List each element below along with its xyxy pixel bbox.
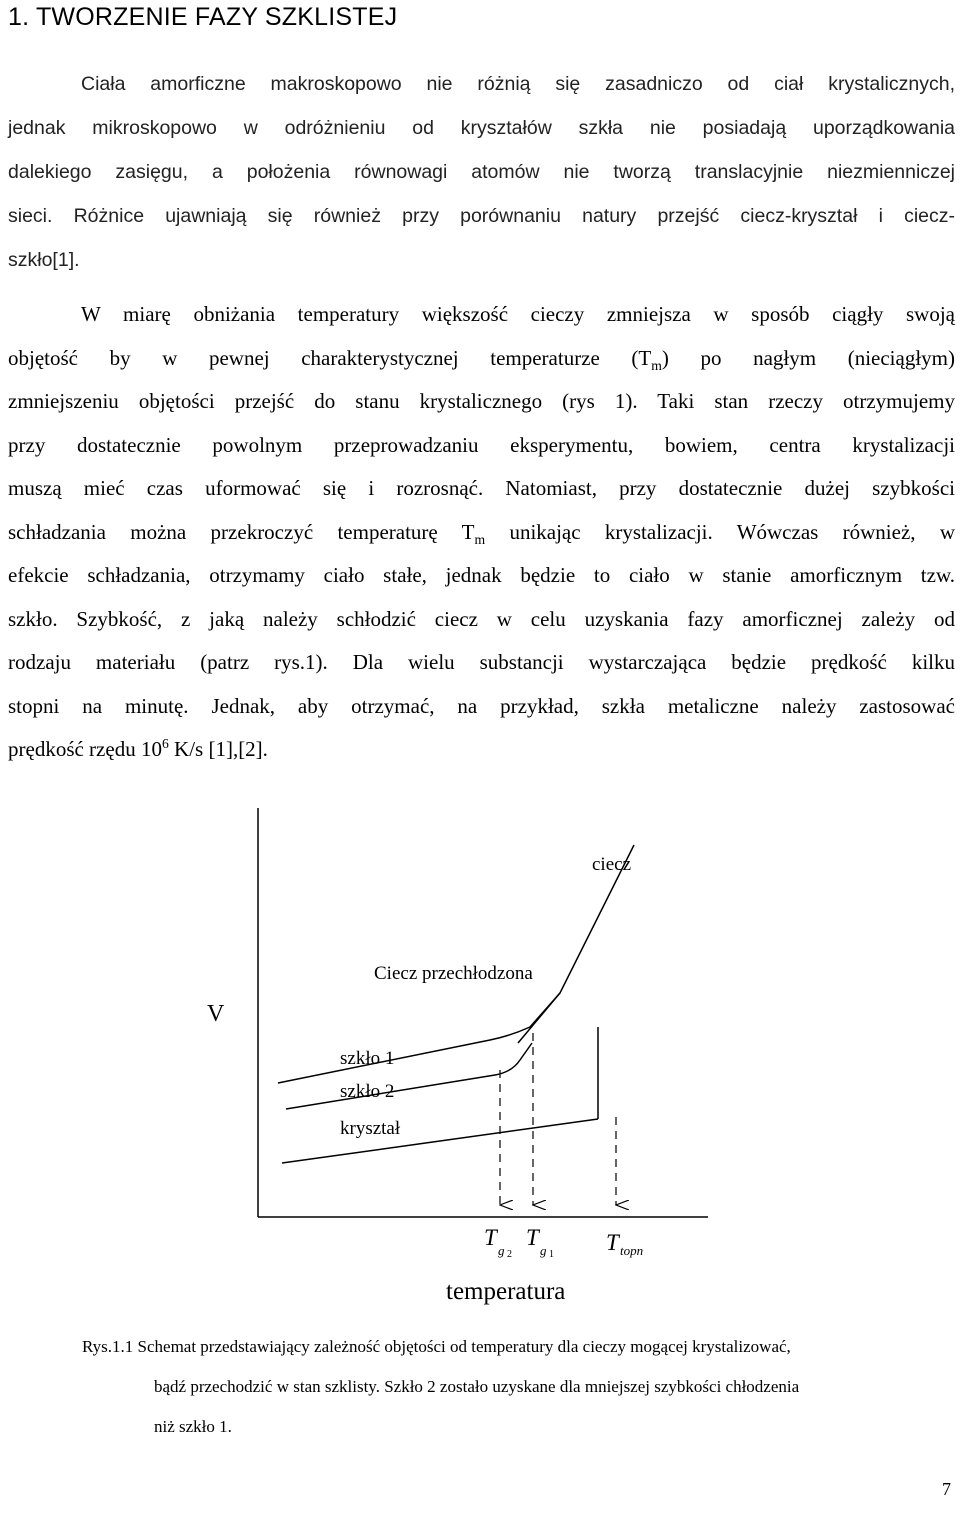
paragraph-2-line: schładzania można przekroczyć temperaturę $T_m$ unikając krystalizacji. Wówczas również, w (8, 519, 955, 547)
volume-temperature-diagram (0, 790, 960, 1320)
label-tg2 (484, 1225, 512, 1260)
label-ciecz-przechlodzona: Ciecz przechłodzona (374, 963, 533, 984)
x-axis-label: temperatura (446, 1278, 566, 1305)
svg-text:2: 2 (507, 1249, 512, 1260)
label-topn (606, 1230, 643, 1258)
label-tg1 (526, 1225, 554, 1260)
paragraph-1-line: Ciała amorficzne makroskopowo nie różnią się zasadniczo od ciał krystalicznych, (81, 73, 955, 95)
paragraph-2-line: rodzaju materiału (patrz rys.1). Dla wielu substancji wystarczająca będzie prędkość kilku (8, 650, 955, 674)
label-szklo-1: szkło 1 (340, 1048, 395, 1069)
figure-caption (82, 1327, 956, 1447)
svg-text:1: 1 (549, 1249, 554, 1260)
label-ciecz: ciecz (592, 854, 632, 875)
label-krysztal: kryształ (340, 1118, 401, 1139)
caption-line: niż szkło 1. (154, 1417, 232, 1436)
svg-text:T: T (606, 1230, 619, 1255)
svg-text:topn: topn (620, 1243, 644, 1258)
page-number: 7 (942, 1479, 951, 1499)
paragraph-1-line: dalekiego zasięgu, a położenia równowagi atomów nie tworzą translacyjnie niezmienniczej (8, 161, 955, 183)
glass-1-curve (278, 993, 560, 1083)
paragraph-2-line: W miarę obniżania temperatury większość cieczy zmniejsza w sposób ciągły swoją (81, 302, 955, 326)
paragraph-2-line: szkło. Szybkość, z jaką należy schłodzić ciecz w celu uzyskania fazy amorficznej zależy od (8, 606, 955, 631)
svg-text:T: T (484, 1225, 497, 1250)
caption-line: bądź przechodzić w stan szklisty. Szkło 2 zostało uzyskane dla mniejszej szybkości chłodzenia (154, 1377, 800, 1396)
paragraph-2-line: objętość by w pewnej charakterystycznej temperaturze $(T_m)$ po nagłym (nieciągłym) (8, 345, 955, 373)
paragraph-1-line: sieci. Różnice ujawniają się również przy porównaniu natury przejść ciecz-kryształ i ciecz- (8, 205, 955, 227)
paragraph-1-line: jednak mikroskopowo w odróżnieniu od kryształów szkła nie posiadają uporządkowania (8, 117, 955, 139)
label-szklo-2: szkło 2 (340, 1081, 395, 1102)
section-heading: 1. TWORZENIE FAZY SZKLISTEJ (8, 3, 398, 31)
paragraph-2-line: efekcie schładzania, otrzymamy ciało stałe, jednak będzie to ciało w stanie amorficznym tzw. (8, 563, 955, 587)
paragraph-2-line: stopni na minutę. Jednak, aby otrzymać, na przykład, szkła metaliczne należy zastosować (8, 693, 955, 718)
svg-text:T: T (526, 1225, 539, 1250)
crystal-line (282, 1119, 598, 1163)
paragraph-1 (8, 62, 955, 282)
svg-text:g: g (498, 1243, 505, 1258)
glass-2-curve (286, 1043, 532, 1109)
paragraph-2-line: muszą mieć czas uformować się i rozrosnąć. Natomiast, przy dostatecznie dużej szybkości (8, 476, 955, 500)
paragraph-2-line: zmniejszeniu objętości przejść do stanu krystalicznego (rys 1). Taki stan rzeczy otrzymujemy (8, 389, 955, 413)
paragraph-2-line: prędkość rzędu $10^6$ K/s [1],[2]. (8, 736, 268, 761)
svg-text:g: g (540, 1243, 547, 1258)
label-v: V (207, 1001, 225, 1027)
paragraph-2 (8, 293, 955, 772)
caption-line: Rys.1.1 Schemat przedstawiający zależność objętości od temperatury dla cieczy mogącej krystalizować, (82, 1337, 791, 1356)
paragraph-1-line: szkło[1]. (8, 249, 80, 271)
paragraph-2-line: przy dostatecznie powolnym przeprowadzaniu eksperymentu, bowiem, centra krystalizacji (8, 432, 955, 457)
